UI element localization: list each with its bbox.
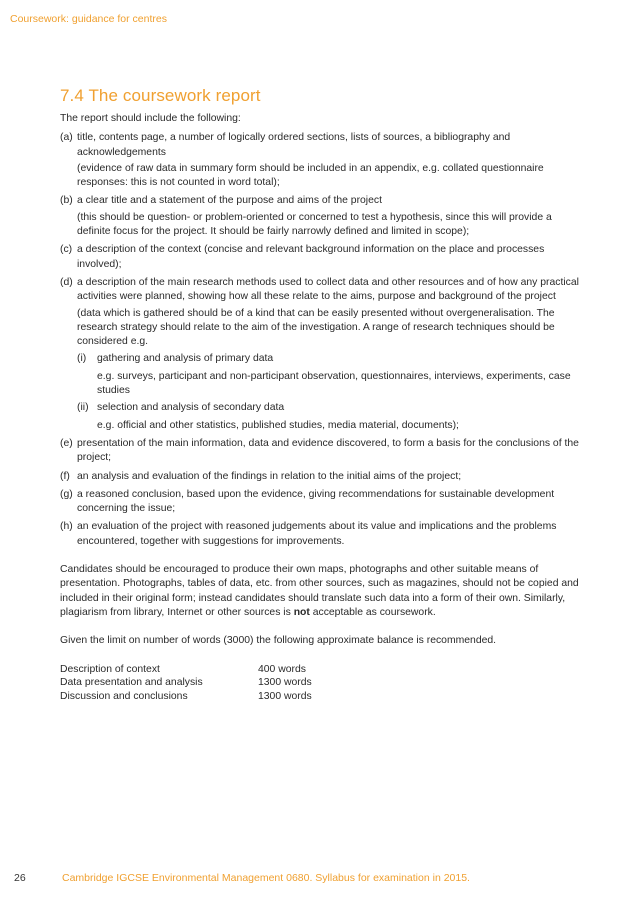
balance-label: Description of context xyxy=(60,663,160,675)
balance-row xyxy=(60,676,580,690)
balance-row xyxy=(60,690,580,704)
list-item-f xyxy=(60,470,580,484)
balance-words: 1300 words xyxy=(258,690,312,702)
balance-words: 400 words xyxy=(258,663,306,675)
list-item-h xyxy=(60,520,580,549)
list-item-c xyxy=(60,243,580,272)
list-item-text: a reasoned conclusion, based upon the evidence, giving recommendations for sustainable development concerning the issue; xyxy=(77,488,555,515)
balance-label: Data presentation and analysis xyxy=(60,677,203,688)
balance-words: 1300 words xyxy=(258,677,312,688)
list-item-text: presentation of the main information, data and evidence discovered, to form a basis for the conclusions of the project; xyxy=(77,437,579,464)
word-limit-paragraph: Given the limit on number of words (3000) the following approximate balance is recommended. xyxy=(60,635,497,647)
list-item-text: a clear title and a statement of the purpose and aims of the project xyxy=(77,195,382,207)
balance-row xyxy=(60,663,580,677)
list-item-note: (this should be question- or problem-oriented or concerned to test a hypothesis, since this will provide a definite focus for the project. It should be fairly narrowly defined and limited in scope); xyxy=(77,211,552,238)
candidates-paragraph xyxy=(60,563,580,620)
list-item-d xyxy=(60,276,580,433)
list-marker: (g) xyxy=(60,488,73,500)
section-intro: The report should include the following: xyxy=(60,113,241,124)
sub-item-i xyxy=(77,352,580,366)
sub-item-text: selection and analysis of secondary data xyxy=(97,402,285,414)
list-item-a xyxy=(60,131,580,190)
footer-text: Cambridge IGCSE Environmental Management 0680. Syllabus for examination in 2015. xyxy=(62,872,470,884)
list-item-e xyxy=(60,437,580,466)
list-marker: (c) xyxy=(60,244,73,256)
sub-item-ii xyxy=(77,401,580,415)
running-head: Coursework: guidance for centres xyxy=(10,13,167,25)
list-marker: (d) xyxy=(60,276,73,288)
candidates-text-2: acceptable as coursework. xyxy=(309,606,436,618)
list-marker: (a) xyxy=(60,132,73,144)
emphasis-not: not xyxy=(293,606,310,618)
sub-item-note: e.g. surveys, participant and non-participant observation, questionnaires, interviews, experiments, case studies xyxy=(97,370,571,397)
page-number: 26 xyxy=(14,872,26,884)
list-item-text: an evaluation of the project with reasoned judgements about its value and implications and the problems encountered, together with suggestions for improvements. xyxy=(77,521,557,547)
list-item-g xyxy=(60,488,580,517)
balance-label: Discussion and conclusions xyxy=(60,690,188,702)
list-marker: (e) xyxy=(60,437,73,449)
list-item-text: a description of the context (concise and relevant background information on the place and processes involved); xyxy=(77,244,545,270)
candidates-text-1: Candidates should be encouraged to produce their own maps, photographs and other suitable means of presentation. Photographs, tables of data, etc. from other sources, such as magazines, should not be copied and included in their original form; instead candidates should translate such data into a form of their own. Similarly, plagiarism from library, Internet or other sources is xyxy=(60,564,579,618)
list-item-text: an analysis and evaluation of the findings in relation to the initial aims of the project; xyxy=(77,470,462,482)
sub-item-text: gathering and analysis of primary data xyxy=(97,353,274,365)
sub-item-note: e.g. official and other statistics, published studies, media material, documents); xyxy=(97,419,459,431)
sub-marker: (i) xyxy=(77,353,87,365)
main-content xyxy=(60,86,580,703)
section-title: 7.4 The coursework report xyxy=(60,86,261,105)
list-item-text: a description of the main research methods used to collect data and other resources and of how any practical activities were planned, showing how all these relate to the aims, purpose and background of the project xyxy=(77,276,579,303)
list-item-note: (evidence of raw data in summary form should be included in an appendix, e.g. collated questionnaire responses: this is not counted in word total); xyxy=(77,162,544,189)
list-item-text: title, contents page, a number of logically ordered sections, lists of sources, a bibliography and acknowledgements xyxy=(77,132,511,158)
list-marker: (h) xyxy=(60,521,73,533)
list-item-note: (data which is gathered should be of a kind that can be easily presented without overgeneralisation. The research strategy should relate to the aim of the investigation. A range of research techniques should be considered e.g. xyxy=(77,307,555,348)
word-balance-table xyxy=(60,663,580,704)
list-item-b xyxy=(60,194,580,239)
list-marker: (b) xyxy=(60,195,73,207)
sub-marker: (ii) xyxy=(77,402,89,414)
list-marker: (f) xyxy=(60,470,70,482)
